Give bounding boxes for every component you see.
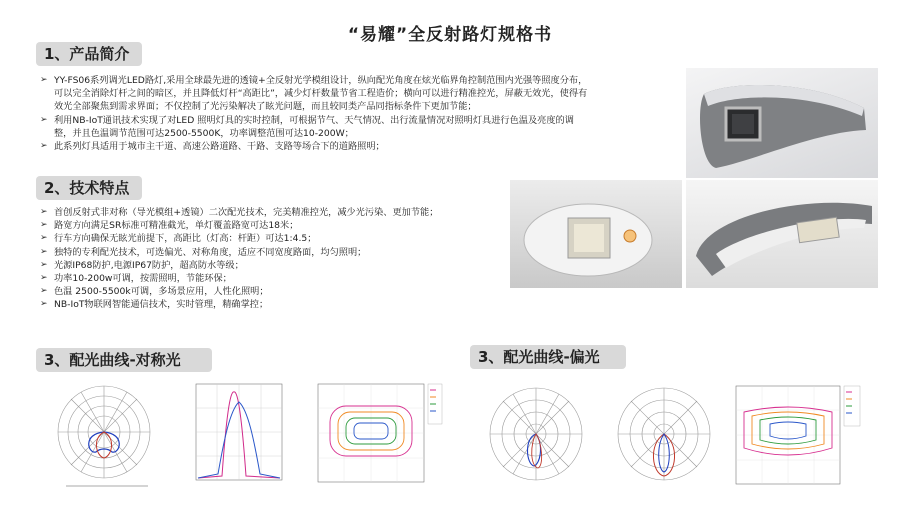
section-heading-curve-symmetric: 3、配光曲线-对称光 [36, 348, 212, 372]
list-item: ➢ 此系列灯具适用于城市主干道、高速公路道路、干路、支路等场合下的道路照明； [40, 141, 385, 153]
lamp-top-view [686, 68, 878, 178]
arrow-right-outline-icon: ➢ [40, 75, 48, 85]
section-heading-features: 2、技术特点 [36, 176, 142, 200]
polar-curve-asymmetric [480, 382, 594, 492]
arrow-right-outline-icon: ➢ [40, 233, 48, 244]
intensity-curve-symmetric [182, 380, 286, 492]
product-photo-bottom [510, 180, 682, 288]
arrow-right-outline-icon: ➢ [40, 273, 48, 284]
arrow-right-outline-icon: ➢ [40, 207, 48, 217]
arrow-right-outline-icon: ➢ [40, 286, 48, 297]
arrow-right-outline-icon: ➢ [40, 299, 48, 310]
lamp-bottom-view [510, 180, 682, 288]
arrow-right-outline-icon: ➢ [40, 259, 48, 270]
intro-list [40, 74, 592, 153]
polar-curve-symmetric [52, 382, 170, 492]
features-list [40, 206, 486, 312]
list-item: ➢ YY-FS06系列调光LED路灯,采用全球最先进的透镜+全反射光学模组设计，纵向配光角度在炫光临界角控制范围内光强等照度分布，可以完全消除灯杆之间的暗区，并且降低灯杆“高距比”，减少灯杆数量节省工程造价；横向可以进行精准控光，屏蔽无效光，使得有效光全部聚焦到需求界面；不仅控制了光污染解决了眩光问题，而且较同类产品同指标条件下更加节能； [40, 75, 588, 113]
list-item: ➢ 光源IP68防护,电源IP67防护，超高防水等级； [40, 259, 244, 271]
arrow-right-outline-icon: ➢ [40, 141, 48, 152]
product-photo-side [686, 180, 878, 288]
section-heading-curve-asymmetric: 3、配光曲线-偏光 [470, 345, 626, 369]
product-photo-top [686, 68, 878, 178]
arrow-right-outline-icon: ➢ [40, 114, 48, 125]
polar-curve-asymmetric-2 [612, 382, 718, 492]
section-heading-intro: 1、产品简介 [36, 42, 142, 66]
list-item: ➢ 独特的专利配光技术，可选偏光、对称角度，适应不同宽度路面，均匀照明； [40, 246, 367, 258]
isolux-diagram-symmetric [312, 378, 444, 492]
page-title: “易耀”全反射路灯规格书 [347, 25, 553, 45]
list-item: ➢ 色温 2500-5500k可调，多场景应用，人性化照明； [40, 286, 269, 298]
lamp-side-view [686, 180, 878, 288]
list-item: ➢ 行车方向确保无眩光前提下，高距比（灯高：杆距）可达1:4.5； [40, 233, 317, 245]
list-item: ➢ 功率10-200w可调，按需照明，节能环保； [40, 273, 232, 285]
list-item: ➢ 路宽方向满足SR标准可精准截光，单灯覆盖路宽可达18米； [40, 220, 299, 232]
isolux-diagram-asymmetric [732, 382, 862, 494]
list-item: ➢ 利用NB-IoT通讯技术实现了对LED 照明灯具的实时控制，可根据节气、天气情况、出行流量情况对照明灯具进行色温及亮度的调整，并且色温调节范围可达2500-5500K，功率调整范围可达10-200W； [40, 114, 574, 139]
list-item: ➢ NB-IoT物联网智能通信技术，实时管理，精确掌控； [40, 299, 269, 311]
list-item: ➢ 首创反射式非对称（导光模组+透镜）二次配光技术，完美精准控光，减少光污染、更加节能； [40, 207, 439, 218]
arrow-right-outline-icon: ➢ [40, 246, 48, 257]
arrow-right-outline-icon: ➢ [40, 220, 48, 231]
